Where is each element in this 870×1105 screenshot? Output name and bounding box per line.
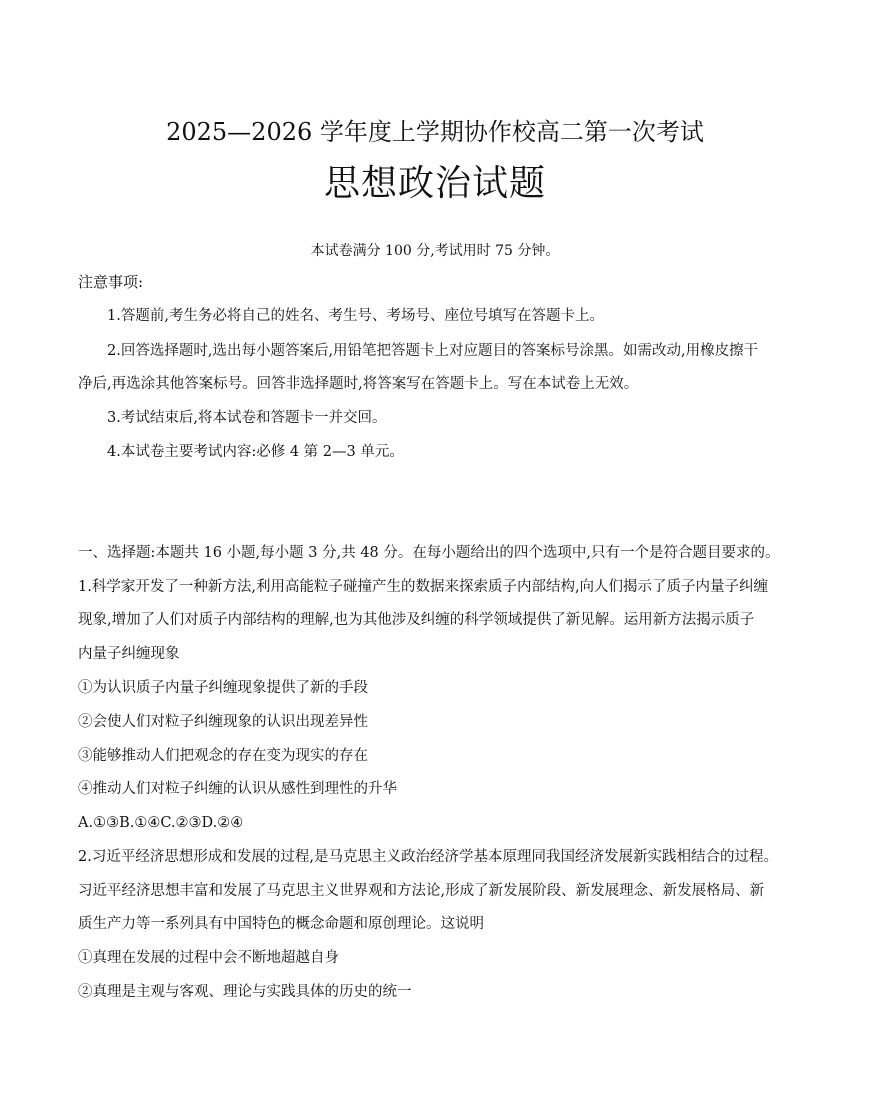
question-1-option-4: ④推动人们对粒子纠缠的认识从感性到理性的升华 bbox=[78, 781, 397, 797]
notice-item-1: 1.答题前,考生务必将自己的姓名、考生号、考场号、座位号填写在答题卡上。 bbox=[107, 308, 604, 324]
exam-title: 2025—2026 学年度上学期协作校高二第一次考试 bbox=[166, 118, 704, 146]
exam-info: 本试卷满分 100 分,考试用时 75 分钟。 bbox=[310, 243, 560, 259]
question-2-option-1: ①真理在发展的过程中会不断地超越自身 bbox=[78, 950, 339, 966]
question-1-choices: A.①③B.①④C.②③D.②④ bbox=[78, 815, 244, 831]
question-2-stem-line-1: 2.习近平经济思想形成和发展的过程,是马克思主义政治经济学基本原理同我国经济发展新实践相结合的过程。 bbox=[78, 849, 778, 865]
question-1-option-3: ③能够推动人们把观念的存在变为现实的存在 bbox=[78, 748, 368, 764]
question-1-option-1: ①为认识质子内量子纠缠现象提供了新的手段 bbox=[78, 680, 368, 696]
notice-item-2-continued: 净后,再选涂其他答案标号。回答非选择题时,将答案写在答题卡上。写在本试卷上无效。 bbox=[78, 376, 639, 392]
question-2-stem-line-3: 质生产力等一系列具有中国特色的概念命题和原创理论。这说明 bbox=[78, 916, 484, 932]
notice-item-2: 2.回答选择题时,选出每小题答案后,用铅笔把答题卡上对应题目的答案标号涂黑。如需改动,用橡皮擦干 bbox=[107, 343, 759, 359]
question-1-option-2: ②会使人们对粒子纠缠现象的认识出现差异性 bbox=[78, 714, 368, 730]
subject-title: 思想政治试题 bbox=[323, 163, 546, 204]
section-heading: 一、选择题:本题共 16 小题,每小题 3 分,共 48 分。在每小题给出的四个选项中,只有一个是符合题目要求的。 bbox=[78, 545, 780, 561]
question-1-stem-line-1: 1.科学家开发了一种新方法,利用高能粒子碰撞产生的数据来探索质子内部结构,向人们揭示了质子内量子纠缠 bbox=[78, 579, 769, 595]
question-1-stem-line-2: 现象,增加了人们对质子内部结构的理解,也为其他涉及纠缠的科学领域提供了新见解。运用新方法揭示质子 bbox=[78, 612, 755, 628]
question-2-option-2: ②真理是主观与客观、理论与实践具体的历史的统一 bbox=[78, 984, 412, 1000]
notice-item-3: 3.考试结束后,将本试卷和答题卡一并交回。 bbox=[107, 410, 387, 426]
question-2-stem-line-2: 习近平经济思想丰富和发展了马克思主义世界观和方法论,形成了新发展阶段、新发展理念、新发展格局、新 bbox=[78, 883, 765, 899]
notice-item-4: 4.本试卷主要考试内容:必修 4 第 2—3 单元。 bbox=[107, 444, 404, 460]
question-1-stem-line-3: 内量子纠缠现象 bbox=[78, 646, 180, 662]
notice-heading: 注意事项: bbox=[78, 273, 144, 291]
